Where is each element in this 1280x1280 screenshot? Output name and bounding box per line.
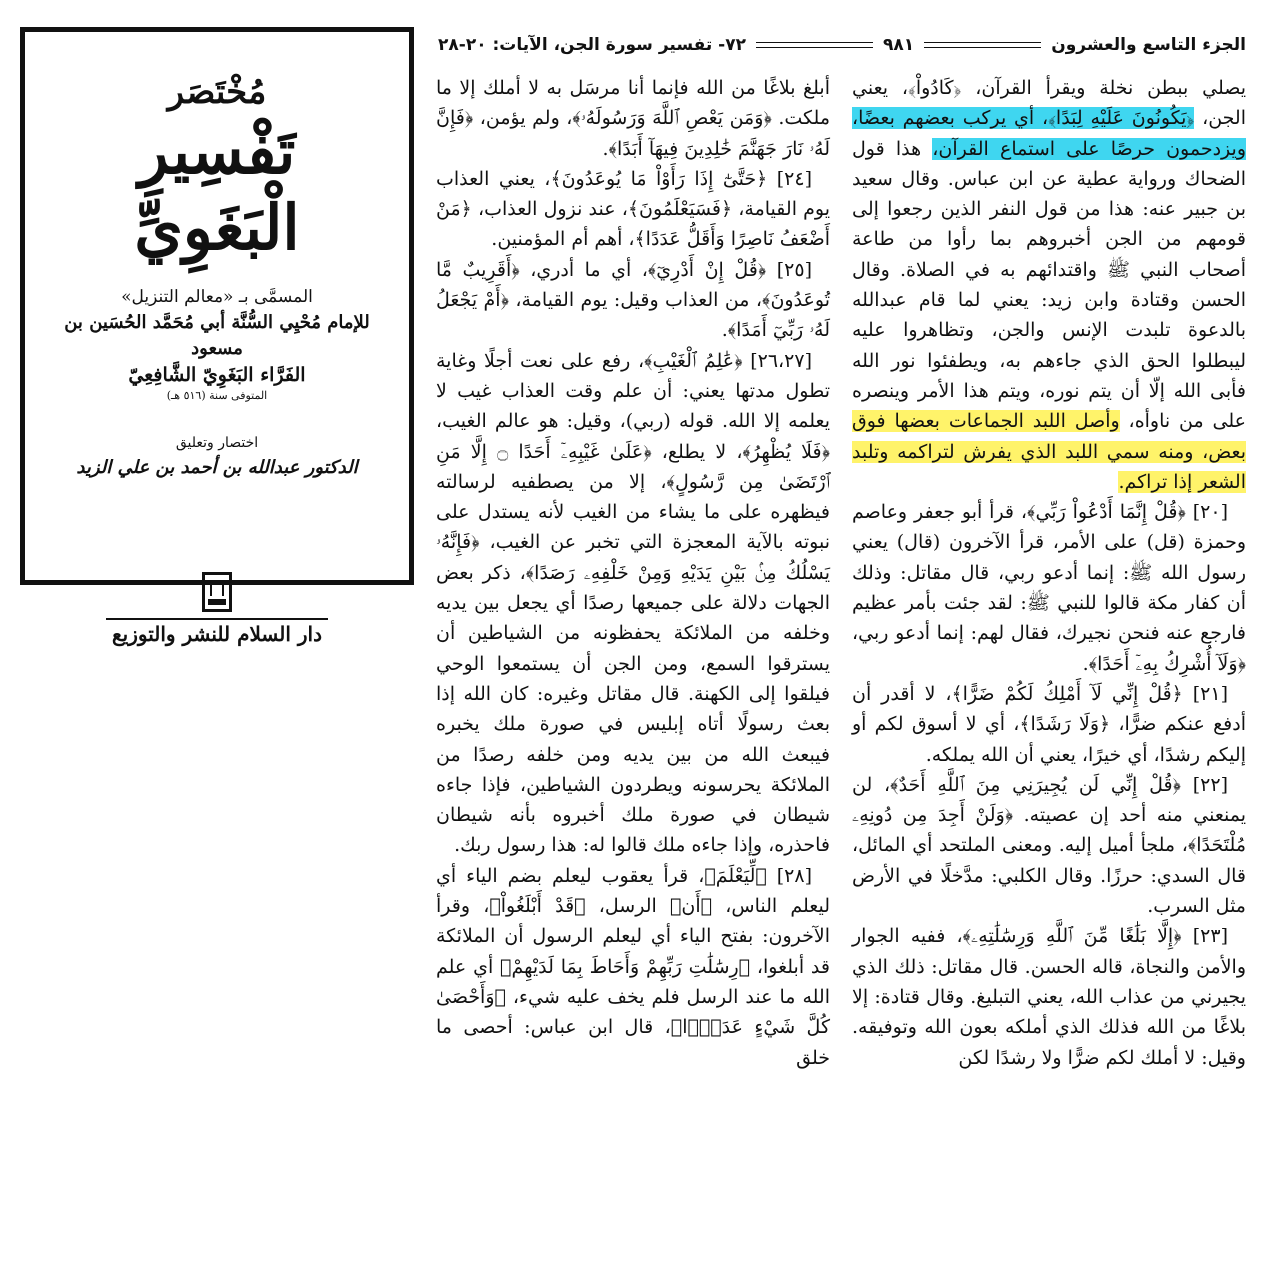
paragraph-verse-26-27: [٢٦،٢٧] ﴿عَٰلِمُ ٱلْغَيْبِ﴾، رفع على نعت أجلًا وغاية تطول مدتها يعني: أن علم وقت العذاب غيب لا يعلمه إلا الله. قوله (ربي)، وقيل: هو عالم الغيب، ﴿فَلَا يُظْهِرُ﴾، لا يطلع، ﴿عَلَىٰ غَيْبِهِۦٓ أَحَدًا ۝ إِلَّا مَنِ ٱرْتَضَىٰ مِن رَّسُولٍ﴾، إلا من يصطفيه لرسالته فيظهره على ما يشاء من الغيب لأنه يستدل على نبوته بالآية المعجزة التي تخبر عن الغيب، ﴿فَإِنَّهُۥ يَسْلُكُ مِنۢ بَيْنِ يَدَيْهِ وَمِنْ خَلْفِهِۦ رَصَدًا﴾، ذكر بعض الجهات دلالة على جميعها رصدًا أي يجعل بين يديه وخلفه من الملائكة يحفظونه من الشياطين أن يسترقوا السمع، ومن الجن أن يستمعوا الوحي فيلقوا إلى الكهنة. قال مقاتل وغيره: كان الله إذا بعث رسولًا أتاه إبليس في صورة ملك يخبره فيبعث الله من بين يديه ومن خلفه رصدًا من الملائكة يحرسونه ويطردون الشياطين، فإذا جاءه شيطان في صورة ملك أخبروه بأنه شيطان فاحذره، وإذا جاءه ملك قالوا له: هذا رسول ربك.	[436, 349, 830, 857]
cover-abridgement-label: اختصار وتعليق	[175, 435, 259, 451]
highlight-cyan: ﴿يَكُونُونَ عَلَيْهِ لِبَدًا﴾، أي يركب بعضهم بعضًا، ويزدحمون حرصًا على استماع القرآن،	[852, 107, 1247, 160]
running-header	[438, 30, 1246, 60]
header-rule-divider	[924, 42, 1041, 48]
paragraph: أبلغ بلاغًا من الله فإنما أنا مرسَل به لا أملك إلا ما ملكت. ﴿وَمَن يَعْصِ ٱللَّهَ وَرَسُولَهُۥ﴾، ولم يؤمن، ﴿فَإِنَّ لَهُۥ نَارَ جَهَنَّمَ خَٰلِدِينَ فِيهَآ أَبَدًا﴾.	[436, 77, 830, 160]
header-surah: ٧٢- تفسير سورة الجن، الآيات: ٢٠-٢٨	[438, 35, 746, 55]
cover-author: الدكتور عبدالله بن أحمد بن علي الزيد	[76, 457, 358, 478]
cover-farra: الفَرَّاء البَغَوِيّ الشَّافِعِيّ	[128, 364, 306, 386]
paragraph-verse-20: [٢٠] ﴿قُلْ إِنَّمَا أَدْعُواْ رَبِّي﴾، قرأ أبو جعفر وعاصم وحمزة (قل) على الأمر، قرأ الآخرون (قال) يعني رسول الله ﷺ: إنما أدعو ربي، قال مقاتل: وذلك أن كفار مكة قالوا للنبي ﷺ: لقد جئت بأمر عظيم فارجع عنه فنحن نجيرك، فقال لهم: إنما أدعو ربي، ﴿وَلَآ أُشْرِكُ بِهِۦٓ أَحَدًا﴾.	[852, 501, 1246, 675]
highlight-yellow: وأصل اللبد الجماعات بعضها فوق بعض، ومنه سمي اللبد الذي يفرش لتراكمه وتلبد الشعر إذا تراكم.	[852, 410, 1246, 493]
header-page-number: ٩٨١	[883, 35, 915, 55]
cover-content	[51, 54, 383, 646]
cover-subtitle: المسمَّى بـ «معالم التنزيل»	[121, 287, 313, 307]
paragraph-verse-22: [٢٢] ﴿قُلْ إِنِّي لَن يُجِيرَنِي مِنَ ٱللَّهِ أَحَدٌ﴾، لن يمنعني منه أحد إن عصيته. ﴿وَلَنْ أَجِدَ مِن دُونِهِۦ مُلْتَحَدًا﴾، ملجأ أميل إليه. ومعنى الملتحد أي المائل، قال السدي: حرزًا. وقال الكلبي: مدَّخلًا في الأرض مثل السرب.	[852, 773, 1246, 918]
header-rule-divider	[756, 42, 873, 48]
paragraph-verse-28: [٢٨] ﴿لِّيَعْلَمَ﴾، قرأ يعقوب ليعلم بضم الياء أي ليعلم الناس، ﴿أَن﴾ الرسل، ﴿قَدْ أَبْلَغُواْ﴾، وقرأ الآخرون: بفتح الياء أي ليعلم الرسول أن الملائكة قد أبلغوا، ﴿رِسَٰلَٰتِ رَبِّهِمْ وَأَحَاطَ بِمَا لَدَيْهِمْ﴾ أي علم الله ما عند الرسل فلم يخف عليه شيء، ﴿وَأَحْصَىٰ كُلَّ شَيْءٍ عَدَدًۢا﴾، قال ابن عباس: أحصى ما خلق	[436, 864, 830, 1069]
paragraph-verse-25: [٢٥] ﴿قُلْ إِنْ أَدْرِيٓ﴾، أي ما أدري، ﴿أَقَرِيبٌ مَّا تُوعَدُونَ﴾، من العذاب وقيل: يوم القيامة، ﴿أَمْ يَجْعَلُ لَهُۥ رَبِّيٓ أَمَدًا﴾.	[436, 258, 830, 342]
left-column	[436, 73, 830, 1073]
cover-death-year: المتوفى سنة (٥١٦ هـ)	[166, 389, 268, 402]
cover-mukhtasar: مُخْتَصَر	[167, 72, 267, 112]
paragraph-verse-24: [٢٤] ﴿حَتَّىٰٓ إِذَا رَأَوْاْ مَا يُوعَدُونَ﴾، يعني العذاب يوم القيامة، ﴿فَسَيَعْلَمُونَ﴾، عند نزول العذاب، ﴿مَنْ أَضْعَفُ نَاصِرًا وَأَقَلُّ عَدَدًا﴾، أهم أم المؤمنين.	[436, 167, 830, 251]
text-run: هذا قول الضحاك ورواية عطية عن ابن عباس. وقال سعيد بن جبير عنه: هذا من قول النفر الذين رجعوا إلى قومهم من الجن أخبروهم بما رأوا من طاعة أصحاب النبي ﷺ واقتدائهم به في الصلاة. وقال الحسن وقتادة وابن زيد: يعني لما قام عبدالله بالدعوة تلبدت الإنس والجن، وتظاهروا عليه ليبطلوا الحق الذي جاءهم به، ويطفئوا نور الله فأبى الله إلّا أن يتم نوره، ويتم هذا الأمر وينصره على من ناوأه،	[852, 137, 1246, 433]
cover-title: تَفْسِيرِ الْبَغَوِيِّ	[134, 115, 300, 264]
book-cover	[20, 27, 414, 646]
paragraph	[852, 73, 1246, 497]
paragraph-verse-23: [٢٣] ﴿إِلَّا بَلَٰغًا مِّنَ ٱللَّهِ وَرِسَٰلَٰتِهِۦ﴾، ففيه الجوار والأمن والنجاة، قاله الحسن. قال مقاتل: ذلك الذي يجيرني من عذاب الله، يعني التبليغ. وقال قتادة: إلا بلاغًا من الله فذلك الذي أملكه بعون الله وتوفيقه. وقيل: لا أملك لكم ضرًّا ولا رشدًا لكن	[852, 925, 1246, 1069]
paragraph-verse-21: [٢١] ﴿قُلْ إِنِّي لَآ أَمْلِكُ لَكُمْ ضَرًّا﴾، لا أقدر أن أدفع عنكم ضرًّا، ﴿وَلَا رَشَدًا﴾، أي لا أسوق لكم أو إليكم رشدًا، أي خيرًا، يعني أن الله يملكه.	[852, 682, 1246, 766]
header-part: الجزء التاسع والعشرون	[1051, 35, 1246, 55]
text-run: يصلي ببطن نخلة ويقرأ القرآن، ﴿كَادُواْ﴾، يعني الجن،	[852, 77, 1246, 130]
right-column	[852, 73, 1246, 1073]
cover-imam: للإمام مُحْيِي السُّنَّة أبي مُحَمَّد الحُسَين بن مسعود	[64, 312, 370, 359]
book-page	[432, 0, 1256, 1280]
cover-publisher: دار السلام للنشر والتوزيع	[106, 618, 328, 648]
publisher-logo-icon	[202, 572, 232, 612]
